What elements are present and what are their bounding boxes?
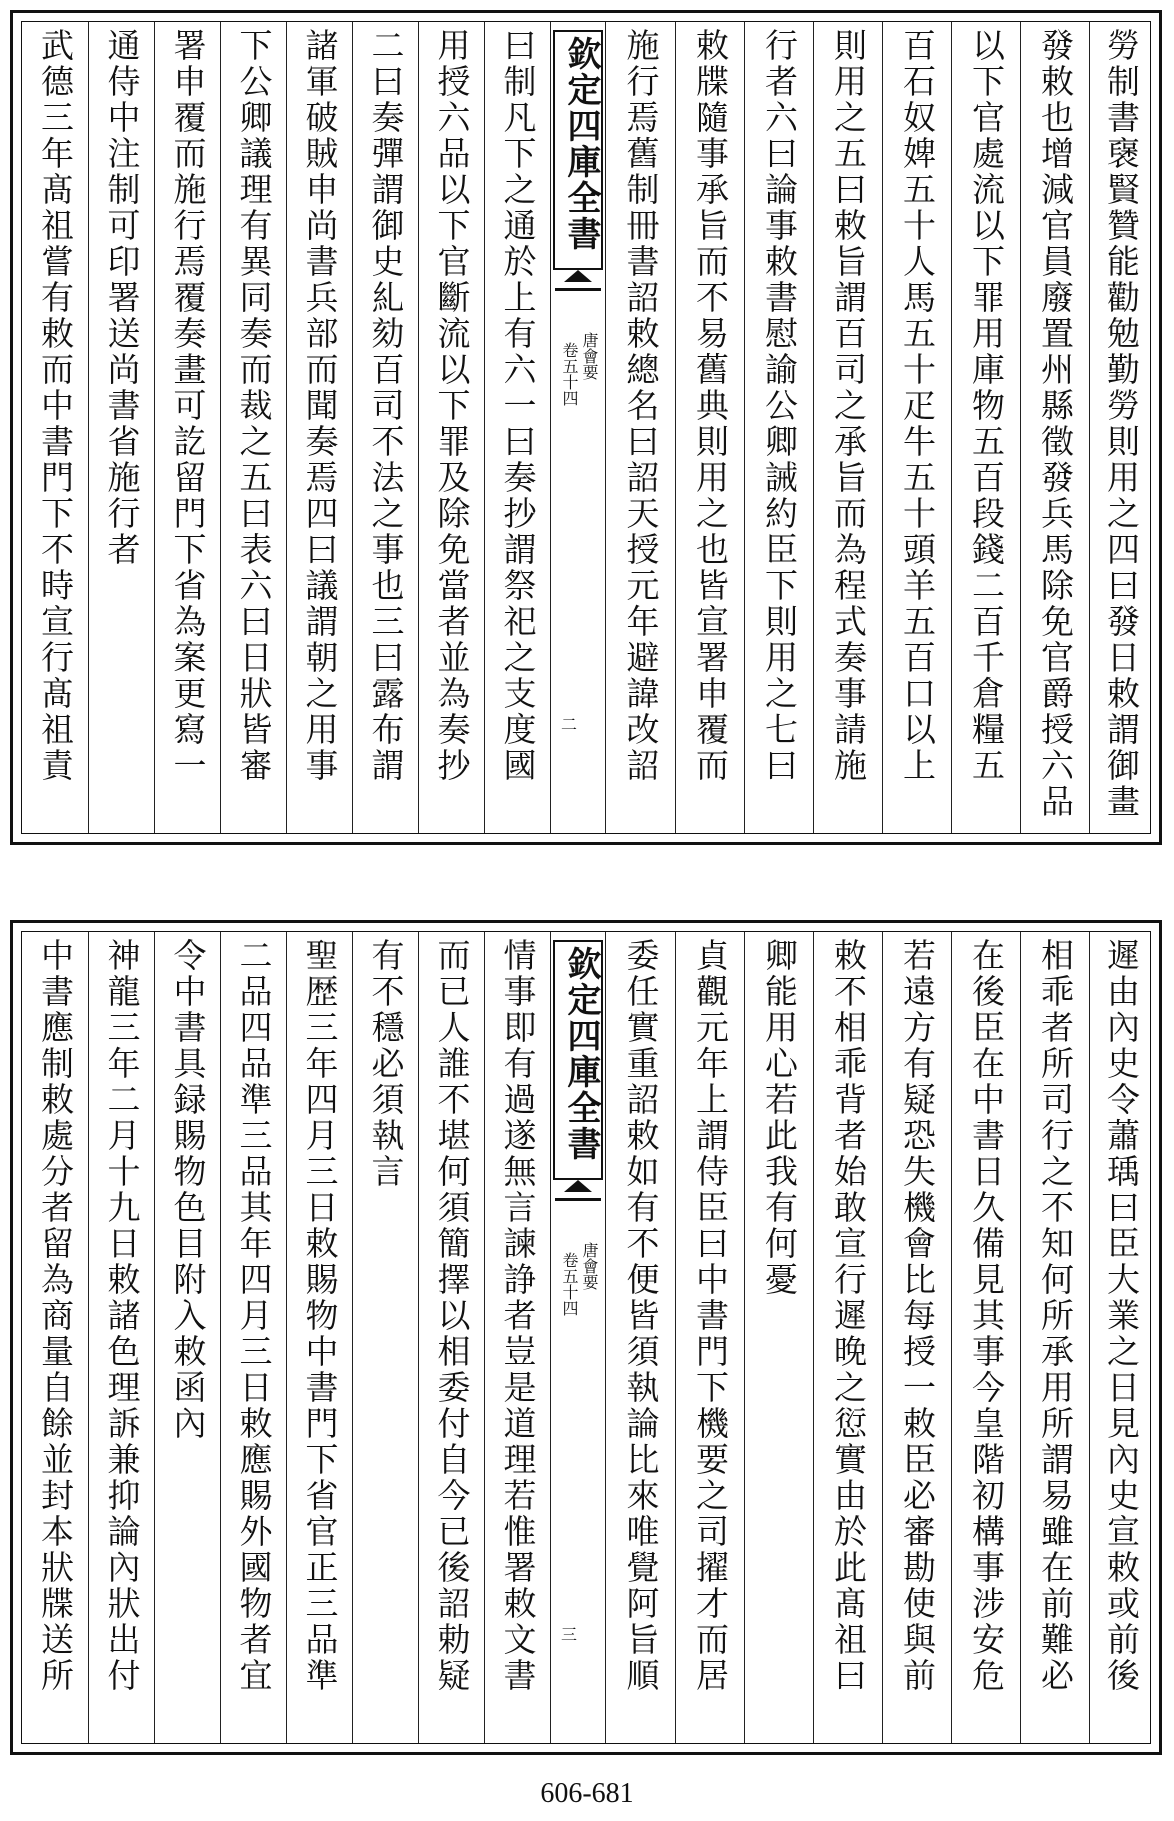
fish-tail-mark <box>555 1190 601 1208</box>
column-text: 貞觀元年上謂侍臣曰中書門下機要之司擢才而居 <box>691 938 730 1694</box>
column-text: 敕牒隨事承旨而不易舊典則用之也皆宣署申覆而 <box>691 28 730 784</box>
column-text: 百石奴婢五十人馬五十疋牛五十頭羊五百口以上 <box>898 28 937 784</box>
upper-outer-frame <box>10 10 1162 845</box>
column-text: 委任實重詔敕如有不便皆須執論比來唯覺阿旨順 <box>621 938 661 1694</box>
text-column <box>951 22 1020 833</box>
spine-book-name: 唐會要 <box>580 1242 599 1290</box>
column-text: 用授六品以下官斷流以下罪及除免當者並為奏抄 <box>432 28 472 784</box>
text-column <box>675 22 744 833</box>
text-column <box>882 932 951 1743</box>
text-column <box>88 932 154 1743</box>
text-column <box>813 22 882 833</box>
upper-page <box>0 0 1174 860</box>
column-text: 在後臣在中書日久備見其事今皇階初構事涉安危 <box>967 938 1006 1694</box>
column-text: 諸軍破賊申尚書兵部而聞奏焉四曰議謂朝之用事 <box>300 28 340 784</box>
column-text: 神龍三年二月十九日敕諸色理訴兼抑論內狀出付 <box>102 938 142 1694</box>
column-text: 若遠方有疑恐失機會比每授一敕臣必審勘使與前 <box>898 938 937 1694</box>
column-text: 中書應制敕處分者留為商量自餘並封本狀牒送所 <box>36 938 75 1694</box>
text-column <box>88 22 154 833</box>
fish-tail-mark <box>555 280 601 298</box>
column-text: 而已人誰不堪何須簡擇以相委付自今已後詔勅疑 <box>432 938 472 1694</box>
text-column <box>220 22 286 833</box>
text-column <box>418 932 484 1743</box>
column-text: 武德三年髙祖嘗有敕而中書門下不時宣行髙祖責 <box>36 28 75 784</box>
text-column <box>606 932 675 1743</box>
column-text: 行者六曰論事敕書慰諭公卿誡約臣下則用之七曰 <box>760 28 799 784</box>
lower-inner-frame <box>21 931 1151 1744</box>
lower-page <box>0 910 1174 1770</box>
spine-title: 欽定四庫全書 <box>553 940 603 1180</box>
column-text: 則用之五曰敕旨謂百司之承旨而為程式奏事請施 <box>829 28 868 784</box>
spine-page-number: 二 <box>561 715 578 734</box>
spine-volume: 卷五十四 <box>560 342 579 406</box>
text-column <box>352 22 418 833</box>
column-text: 下公卿議理有異同奏而裁之五曰表六曰日狀皆審 <box>234 28 274 784</box>
text-column <box>418 22 484 833</box>
text-column <box>286 932 352 1743</box>
column-text: 遲由內史令蕭瑀曰臣大業之日見內史宣敕或前後 <box>1102 938 1141 1694</box>
text-column <box>1089 932 1152 1743</box>
text-column <box>675 932 744 1743</box>
text-column <box>286 22 352 833</box>
text-column <box>1020 22 1089 833</box>
text-column <box>220 932 286 1743</box>
column-text: 二曰奏彈謂御史糺劾百司不法之事也三曰露布謂 <box>366 28 406 784</box>
column-text: 聖歴三年四月三日敕賜物中書門下省官正三品準 <box>300 938 340 1694</box>
column-text: 通侍中注制可印署送尚書省施行者 <box>102 28 142 568</box>
column-text: 卿能用心若此我有何憂 <box>760 938 799 1298</box>
text-column <box>22 22 88 833</box>
text-column <box>154 932 220 1743</box>
column-text: 發敕也增減官員廢置州縣徵發兵馬除免官爵授六品 <box>1036 28 1075 820</box>
spine-volume: 卷五十四 <box>560 1252 579 1316</box>
book-spine <box>550 932 606 1743</box>
spine-book-name: 唐會要 <box>580 332 599 380</box>
text-column <box>813 932 882 1743</box>
lower-outer-frame <box>10 920 1162 1755</box>
spine-page-number: 三 <box>561 1625 578 1644</box>
text-column <box>22 932 88 1743</box>
column-text: 敕不相乖背者始敢宣行遲晚之愆實由於此髙祖曰 <box>829 938 868 1694</box>
text-column <box>744 932 813 1743</box>
column-text: 曰制凡下之通於上有六一曰奏抄謂祭祀之支度國 <box>498 28 538 784</box>
page-reference-number: 606-681 <box>540 1778 634 1809</box>
text-column <box>154 22 220 833</box>
book-spine <box>550 22 606 833</box>
column-text: 施行焉舊制冊書詔敕總名曰詔天授元年避諱改詔 <box>621 28 661 784</box>
column-text: 二品四品準三品其年四月三日敕應賜外國物者宜 <box>234 938 274 1694</box>
text-column <box>882 22 951 833</box>
column-text: 署申覆而施行焉覆奏畫可訖留門下省為案更寫一 <box>168 28 208 784</box>
column-text: 勞制書襃賢贊能勸勉勤勞則用之四曰發日敕謂御畫 <box>1102 28 1141 820</box>
column-text: 令中書具録賜物色目附入敕函內 <box>168 938 208 1442</box>
column-text: 情事即有過遂無言諫諍者豈是道理若惟署敕文書 <box>498 938 538 1694</box>
text-column <box>1020 932 1089 1743</box>
text-column <box>1089 22 1152 833</box>
spine-title: 欽定四庫全書 <box>553 30 603 270</box>
text-column <box>744 22 813 833</box>
text-column <box>352 932 418 1743</box>
column-text: 以下官處流以下罪用庫物五百段錢二百千倉糧五 <box>967 28 1006 784</box>
text-column <box>951 932 1020 1743</box>
upper-inner-frame <box>21 21 1151 834</box>
column-text: 有不穩必須執言 <box>366 938 406 1190</box>
text-column <box>484 22 550 833</box>
text-column <box>606 22 675 833</box>
text-column <box>484 932 550 1743</box>
column-text: 相乖者所司行之不知何所承用所謂易雖在前難必 <box>1036 938 1075 1694</box>
